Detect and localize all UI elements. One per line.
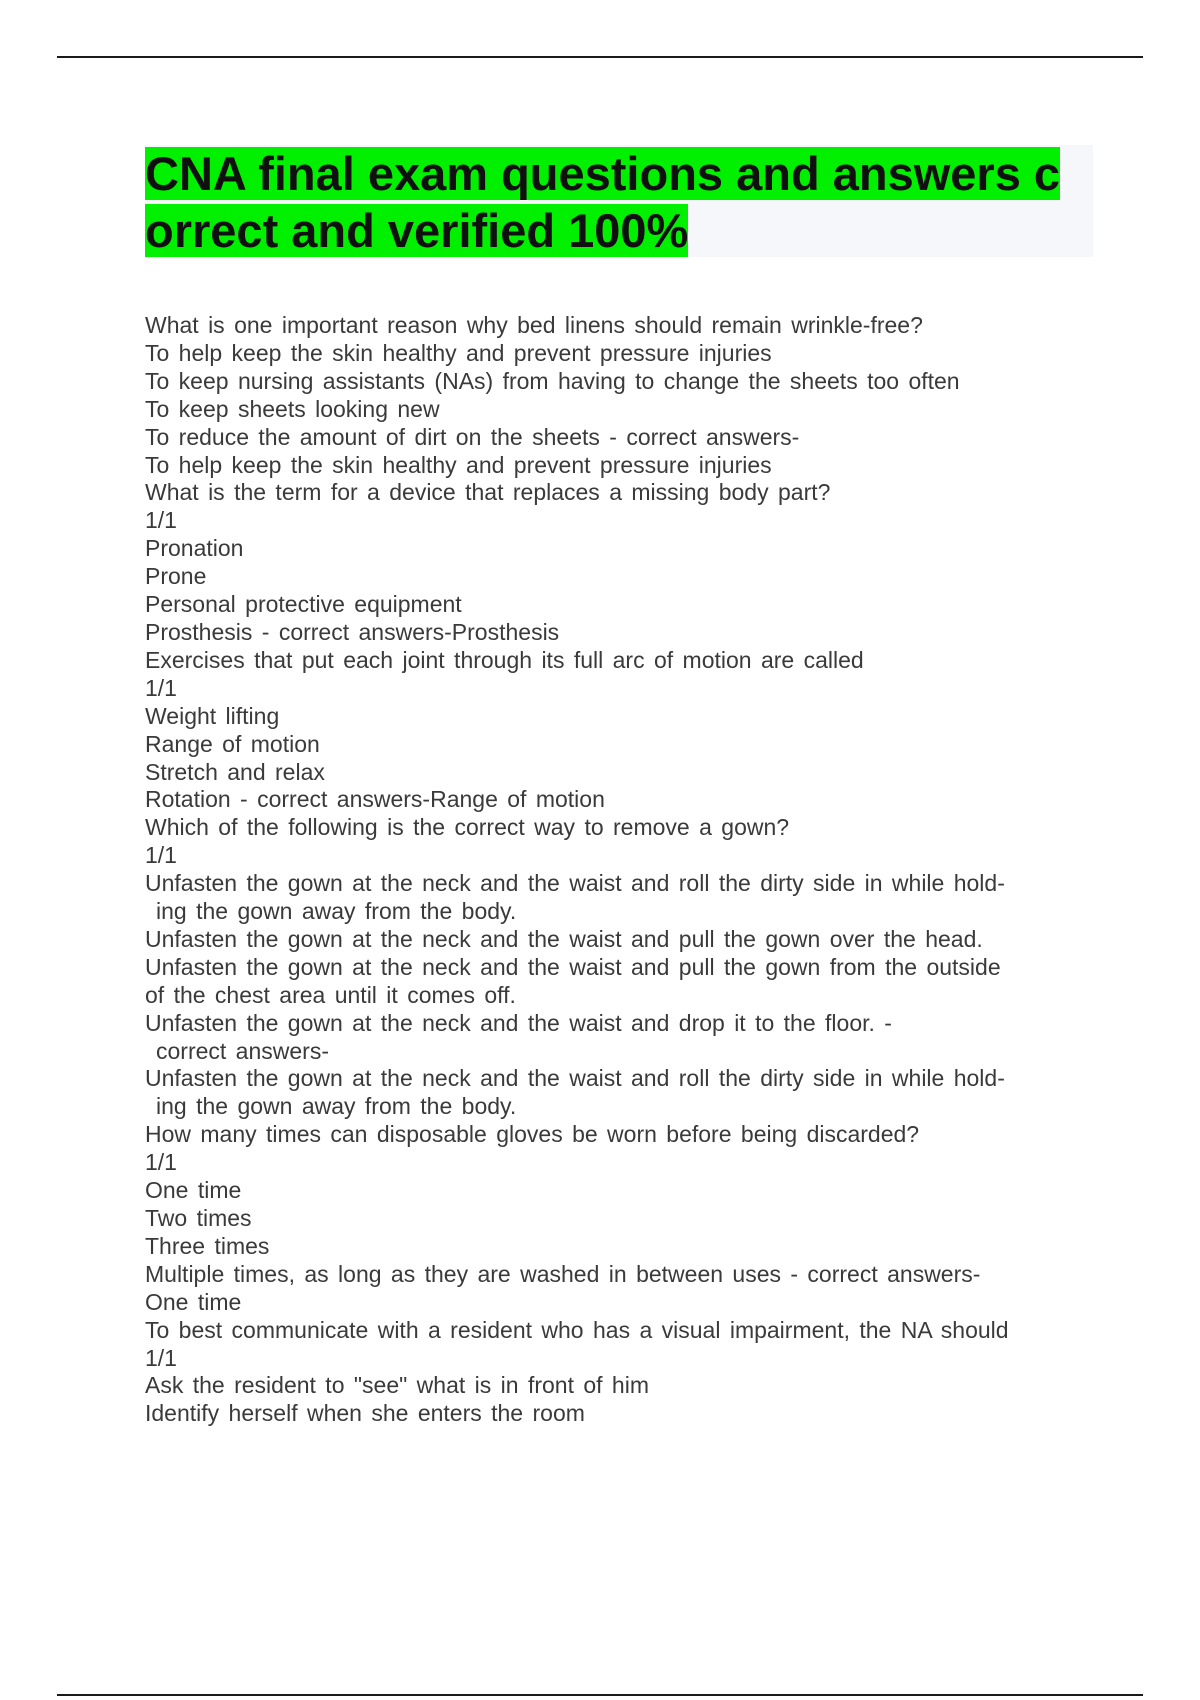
text-line: Two times <box>145 1205 252 1231</box>
text-line: Unfasten the gown at the neck and the waist and roll the dirty side in while hold- <box>145 1065 1005 1092</box>
title-highlight: CNA final exam questions and answers correct and verified 100% <box>145 147 1061 257</box>
text-line: Weight lifting <box>145 702 280 729</box>
top-rule <box>57 56 1143 58</box>
text-line: Personal protective equipment <box>145 591 462 618</box>
bottom-rule <box>57 1694 1143 1696</box>
text-line: of the chest area until it comes off. <box>145 981 516 1008</box>
text-line: Unfasten the gown at the neck and the waist and pull the gown over the head. <box>145 925 983 952</box>
text-line: 1/1 <box>145 1344 177 1371</box>
text-line: Multiple times, as long as they are washed in between uses - correct answers- <box>145 1260 981 1287</box>
text-line: 1/1 <box>145 842 177 869</box>
text-line: Unfasten the gown at the neck and the waist and roll the dirty side in while hold- <box>145 870 1005 897</box>
text-line: Stretch and relax <box>145 758 325 785</box>
text-line: Identify herself when she enters the room <box>145 1400 585 1427</box>
text-line: ing the gown away from the body. <box>156 898 517 925</box>
text-line: Pronation <box>145 535 244 562</box>
text-line: Prone <box>145 563 207 590</box>
qa-body <box>145 312 1085 1428</box>
text-line: To best communicate with a resident who has a visual impairment, the NA should <box>145 1316 1009 1343</box>
text-line: One time <box>145 1177 242 1204</box>
text-line: To keep sheets looking new <box>145 395 440 422</box>
text-line: What is the term for a device that replaces a missing body part? <box>145 479 831 506</box>
text-line: Which of the following is the correct way to remove a gown? <box>145 814 790 841</box>
text-line: To keep nursing assistants (NAs) from having to change the sheets too often <box>145 367 960 394</box>
text-line: To reduce the amount of dirt on the sheets - correct answers- <box>145 423 800 450</box>
text-line: How many times can disposable gloves be worn before being discarded? <box>145 1121 920 1148</box>
text-line: Ask the resident to "see" what is in front of him <box>145 1372 649 1399</box>
text-line: To help keep the skin healthy and prevent pressure injuries <box>145 451 772 478</box>
text-line: Unfasten the gown at the neck and the waist and pull the gown from the outside <box>145 953 1001 980</box>
text-line: correct answers- <box>156 1037 329 1064</box>
text-line: 1/1 <box>145 674 177 701</box>
text-line: 1/1 <box>145 507 177 534</box>
text-line: What is one important reason why bed linens should remain wrinkle-free? <box>145 312 923 338</box>
text-line: Exercises that put each joint through its full arc of motion are called <box>145 646 864 673</box>
text-line: ing the gown away from the body. <box>156 1093 517 1120</box>
text-line: Prosthesis - correct answers-Prosthesis <box>145 618 560 645</box>
text-line: Three times <box>145 1232 270 1259</box>
document-title <box>145 145 1085 259</box>
text-line: Range of motion <box>145 730 320 757</box>
text-line: To help keep the skin healthy and prevent pressure injuries <box>145 339 772 366</box>
text-line: Unfasten the gown at the neck and the waist and drop it to the floor. - <box>145 1009 892 1036</box>
text-line: Rotation - correct answers-Range of motion <box>145 786 605 813</box>
text-line: 1/1 <box>145 1149 177 1176</box>
text-line: One time <box>145 1288 242 1315</box>
